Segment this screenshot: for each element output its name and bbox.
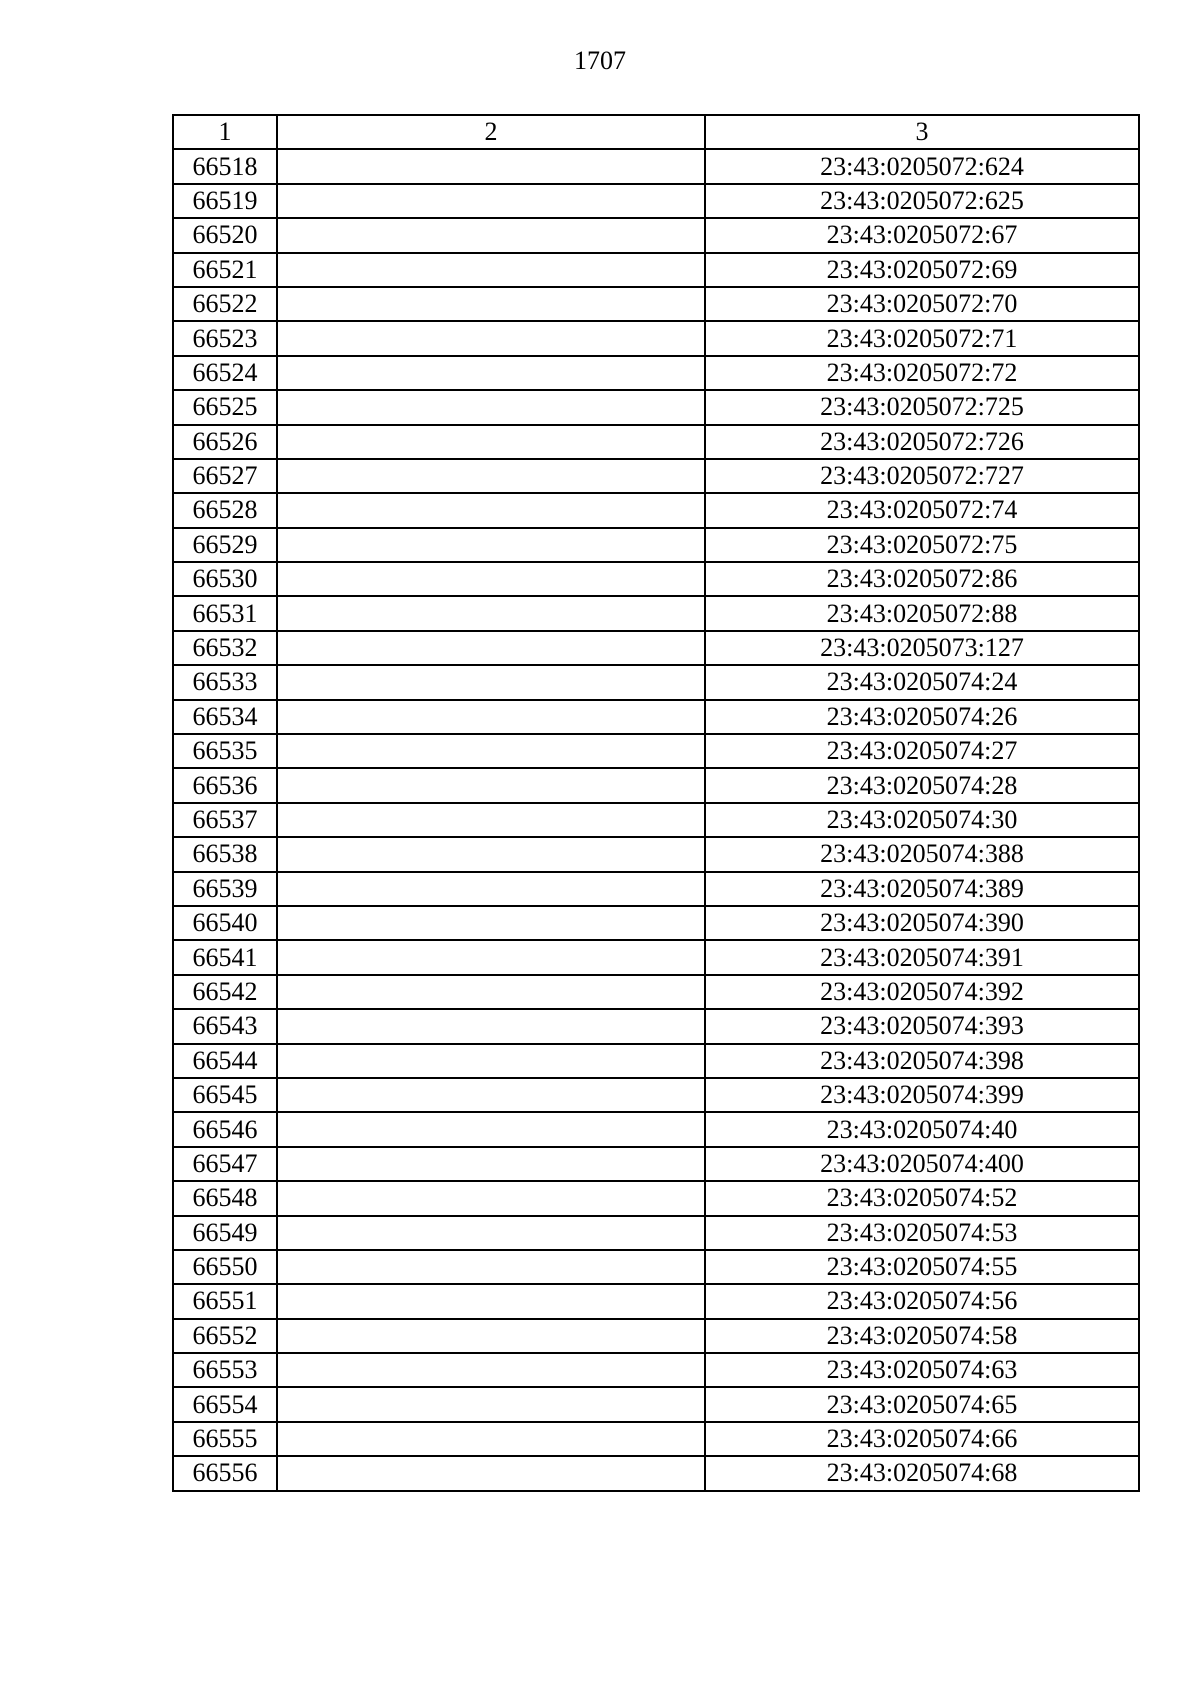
row-number-cell: 66522 [173,287,277,321]
table-row [173,906,1139,940]
row-number-cell: 66531 [173,596,277,630]
table-row [173,1284,1139,1318]
cadastral-number-cell: 23:43:0205074:390 [705,906,1139,940]
cadastral-number-cell: 23:43:0205072:72 [705,356,1139,390]
table-row [173,700,1139,734]
row-number-cell: 66527 [173,459,277,493]
column-2-cell [277,149,705,183]
row-number-cell: 66550 [173,1250,277,1284]
cadastral-number-cell: 23:43:0205072:74 [705,493,1139,527]
table-row [173,1147,1139,1181]
column-2-cell [277,1216,705,1250]
row-number-cell: 66523 [173,321,277,355]
column-2-cell [277,184,705,218]
cadastral-number-cell: 23:43:0205072:86 [705,562,1139,596]
register-table [172,114,1140,1492]
cadastral-number-cell: 23:43:0205074:52 [705,1181,1139,1215]
row-number-cell: 66546 [173,1112,277,1146]
cadastral-number-cell: 23:43:0205074:30 [705,803,1139,837]
cadastral-number-cell: 23:43:0205074:398 [705,1044,1139,1078]
table-row [173,218,1139,252]
cadastral-number-cell: 23:43:0205074:68 [705,1456,1139,1490]
row-number-cell: 66545 [173,1078,277,1112]
column-2-cell [277,768,705,802]
column-2-cell [277,253,705,287]
row-number-cell: 66518 [173,149,277,183]
table-row [173,665,1139,699]
row-number-cell: 66520 [173,218,277,252]
column-2-cell [277,1422,705,1456]
column-2-cell [277,218,705,252]
column-2-cell [277,872,705,906]
cadastral-number-cell: 23:43:0205072:67 [705,218,1139,252]
table-row [173,1353,1139,1387]
table-row [173,1112,1139,1146]
column-2-cell [277,562,705,596]
cadastral-number-cell: 23:43:0205074:26 [705,700,1139,734]
row-number-cell: 66533 [173,665,277,699]
table-row [173,1456,1139,1490]
column-2-cell [277,1319,705,1353]
column-2-cell [277,1044,705,1078]
row-number-cell: 66528 [173,493,277,527]
table-row [173,356,1139,390]
page-number: 1707 [574,46,626,75]
table-row [173,528,1139,562]
table-row [173,1216,1139,1250]
table-row [173,1250,1139,1284]
column-2-cell [277,321,705,355]
table-row [173,596,1139,630]
column-2-cell [277,1456,705,1490]
cadastral-number-cell: 23:43:0205073:127 [705,631,1139,665]
table-row [173,872,1139,906]
column-2-cell [277,356,705,390]
cadastral-number-cell: 23:43:0205074:63 [705,1353,1139,1387]
column-2-cell [277,425,705,459]
table-row [173,253,1139,287]
row-number-cell: 66521 [173,253,277,287]
column-2-cell [277,940,705,974]
row-number-cell: 66530 [173,562,277,596]
table-row [173,1044,1139,1078]
row-number-cell: 66544 [173,1044,277,1078]
column-2-cell [277,803,705,837]
table-row [173,184,1139,218]
table-header-row [173,115,1139,149]
row-number-cell: 66536 [173,768,277,802]
column-2-cell [277,1078,705,1112]
cadastral-number-cell: 23:43:0205074:58 [705,1319,1139,1353]
table-row [173,459,1139,493]
table-row [173,631,1139,665]
column-2-cell [277,596,705,630]
column-2-cell [277,1353,705,1387]
row-number-cell: 66553 [173,1353,277,1387]
cadastral-number-cell: 23:43:0205074:28 [705,768,1139,802]
column-2-cell [277,1250,705,1284]
row-number-cell: 66525 [173,390,277,424]
cadastral-number-cell: 23:43:0205074:388 [705,837,1139,871]
cadastral-number-cell: 23:43:0205074:66 [705,1422,1139,1456]
row-number-cell: 66526 [173,425,277,459]
row-number-cell: 66543 [173,1009,277,1043]
column-2-cell [277,493,705,527]
table-row [173,390,1139,424]
column-2-cell [277,837,705,871]
table-body [173,149,1139,1490]
column-2-cell [277,975,705,1009]
row-number-cell: 66538 [173,837,277,871]
row-number-cell: 66534 [173,700,277,734]
table-row [173,975,1139,1009]
cadastral-number-cell: 23:43:0205074:27 [705,734,1139,768]
row-number-cell: 66552 [173,1319,277,1353]
cadastral-number-cell: 23:43:0205072:69 [705,253,1139,287]
cadastral-number-cell: 23:43:0205074:391 [705,940,1139,974]
column-header-3: 3 [705,115,1139,149]
row-number-cell: 66548 [173,1181,277,1215]
table-row [173,803,1139,837]
cadastral-number-cell: 23:43:0205072:88 [705,596,1139,630]
cadastral-number-cell: 23:43:0205072:726 [705,425,1139,459]
row-number-cell: 66539 [173,872,277,906]
row-number-cell: 66541 [173,940,277,974]
row-number-cell: 66554 [173,1387,277,1421]
table-row [173,1387,1139,1421]
column-2-cell [277,390,705,424]
table-row [173,562,1139,596]
column-2-cell [277,287,705,321]
table-row [173,734,1139,768]
cadastral-number-cell: 23:43:0205074:24 [705,665,1139,699]
column-2-cell [277,1009,705,1043]
cadastral-number-cell: 23:43:0205074:65 [705,1387,1139,1421]
table-row [173,321,1139,355]
table-row [173,837,1139,871]
table-row [173,940,1139,974]
column-2-cell [277,1112,705,1146]
column-header-1: 1 [173,115,277,149]
cadastral-number-cell: 23:43:0205074:392 [705,975,1139,1009]
row-number-cell: 66542 [173,975,277,1009]
cadastral-number-cell: 23:43:0205072:71 [705,321,1139,355]
row-number-cell: 66519 [173,184,277,218]
cadastral-number-cell: 23:43:0205074:56 [705,1284,1139,1318]
table-row [173,1319,1139,1353]
column-2-cell [277,528,705,562]
column-2-cell [277,459,705,493]
column-2-cell [277,700,705,734]
cadastral-number-cell: 23:43:0205074:393 [705,1009,1139,1043]
row-number-cell: 66540 [173,906,277,940]
row-number-cell: 66555 [173,1422,277,1456]
column-2-cell [277,631,705,665]
cadastral-number-cell: 23:43:0205074:53 [705,1216,1139,1250]
table-row [173,287,1139,321]
cadastral-number-cell: 23:43:0205074:389 [705,872,1139,906]
cadastral-number-cell: 23:43:0205074:55 [705,1250,1139,1284]
table-row [173,493,1139,527]
cadastral-number-cell: 23:43:0205072:725 [705,390,1139,424]
cadastral-number-cell: 23:43:0205072:625 [705,184,1139,218]
cadastral-number-cell: 23:43:0205072:75 [705,528,1139,562]
row-number-cell: 66556 [173,1456,277,1490]
cadastral-number-cell: 23:43:0205072:727 [705,459,1139,493]
cadastral-number-cell: 23:43:0205072:70 [705,287,1139,321]
column-header-2: 2 [277,115,705,149]
cadastral-number-cell: 23:43:0205074:400 [705,1147,1139,1181]
row-number-cell: 66535 [173,734,277,768]
table-row [173,149,1139,183]
row-number-cell: 66551 [173,1284,277,1318]
column-2-cell [277,1181,705,1215]
table-row [173,1078,1139,1112]
cadastral-number-cell: 23:43:0205072:624 [705,149,1139,183]
table-row [173,1009,1139,1043]
column-2-cell [277,665,705,699]
table-row [173,425,1139,459]
column-2-cell [277,1387,705,1421]
row-number-cell: 66537 [173,803,277,837]
cadastral-number-cell: 23:43:0205074:40 [705,1112,1139,1146]
row-number-cell: 66529 [173,528,277,562]
cadastral-number-cell: 23:43:0205074:399 [705,1078,1139,1112]
column-2-cell [277,1147,705,1181]
column-2-cell [277,1284,705,1318]
table-row [173,1181,1139,1215]
row-number-cell: 66524 [173,356,277,390]
column-2-cell [277,906,705,940]
row-number-cell: 66549 [173,1216,277,1250]
row-number-cell: 66547 [173,1147,277,1181]
column-2-cell [277,734,705,768]
table-row [173,768,1139,802]
row-number-cell: 66532 [173,631,277,665]
table-row [173,1422,1139,1456]
